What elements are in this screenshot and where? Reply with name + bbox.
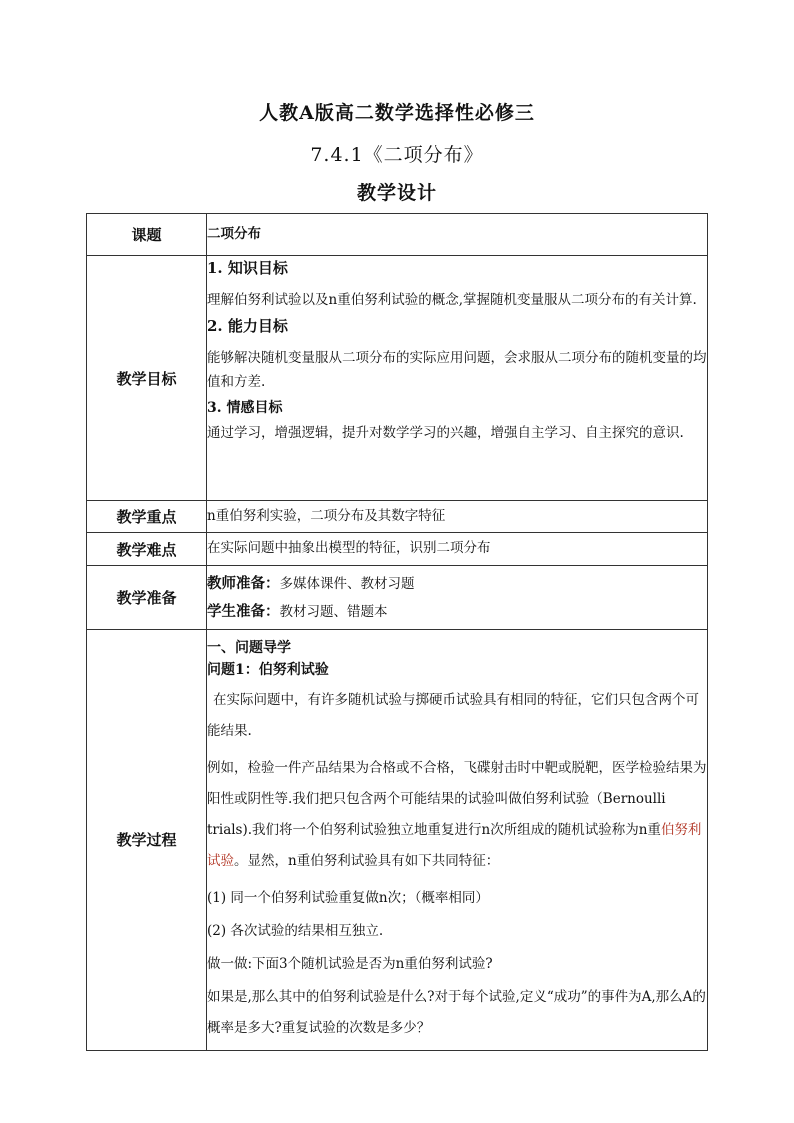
goal-heading-knowledge: 1. 知识目标 (207, 259, 288, 277)
process-paragraph-1: 在实际问题中，有许多随机试验与掷硬币试验具有相同的特征，它们只包含两个可能结果. (207, 691, 699, 739)
process-item-1: (1) 同一个伯努利试验重复做n次；（概率相同） (207, 889, 489, 906)
goal-text-emotion: 通过学习，增强逻辑，提升对数学学习的兴趣，增强自主学习、自主探究的意识. (207, 424, 684, 441)
prep-teacher-value: 多媒体课件、教材习题 (279, 575, 415, 592)
label-difficulty: 教学难点 (87, 533, 207, 566)
value-process (207, 630, 708, 1051)
label-topic: 课题 (87, 214, 207, 256)
row-topic (87, 214, 708, 256)
prep-teacher (207, 570, 707, 598)
row-process (87, 630, 708, 1051)
row-difficulty (87, 533, 708, 566)
process-section-heading: 一、问题导学 (207, 640, 291, 656)
value-key: n重伯努利实验，二项分布及其数字特征 (207, 501, 708, 533)
process-paragraph-3: 做一做:下面3个随机试验是否为n重伯努利试验? (207, 955, 493, 972)
value-difficulty: 在实际问题中抽象出模型的特征，识别二项分布 (207, 533, 708, 566)
process-item-2: (2) 各次试验的结果相互独立. (207, 922, 384, 939)
goal-heading-ability: 2. 能力目标 (207, 316, 288, 335)
label-key: 教学重点 (87, 501, 207, 533)
label-process: 教学过程 (87, 630, 207, 1051)
row-prep (87, 566, 708, 630)
document-subtitle: 教学设计 (356, 182, 437, 204)
value-prep (207, 566, 708, 630)
row-key (87, 501, 708, 533)
process-question-heading: 问题1：伯努利试验 (207, 662, 329, 679)
document-title: 人教A版高二数学选择性必修三 (259, 102, 535, 124)
process-paragraph-2-tail: 。显然，n重伯努利试验具有如下共同特征： (234, 852, 500, 869)
prep-student-value: 教材习题、错题本 (279, 603, 388, 620)
label-prep: 教学准备 (87, 566, 207, 630)
lesson-title: 7.4.1《二项分布》 (310, 144, 484, 166)
prep-teacher-label: 教师准备： (207, 574, 280, 592)
goal-text-knowledge: 理解伯努利试验以及n重伯努利试验的概念,掌握随机变量服从二项分布的有关计算. (207, 291, 697, 308)
lesson-plan-table (86, 213, 708, 1051)
goal-text-ability: 能够解决随机变量服从二项分布的实际应用问题，会求服从二项分布的随机变量的均值和方差. (207, 349, 707, 390)
topic-text: 二项分布 (207, 225, 261, 242)
process-paragraph-4: 如果是,那么其中的伯努利试验是什么?对于每个试验,定义“成功”的事件为A,那么A的概率是多大?重复试验的次数是多少？ (207, 988, 706, 1036)
prep-student-label: 学生准备： (207, 602, 280, 620)
value-goals (207, 256, 708, 501)
row-goals (87, 256, 708, 501)
value-topic (207, 214, 708, 256)
label-goals: 教学目标 (87, 256, 207, 501)
prep-student (207, 598, 707, 626)
process-paragraph-2 (207, 753, 707, 877)
process-paragraph-2-highlight: 伯努利试验 (207, 821, 702, 869)
process-paragraph-2-text: 例如，检验一件产品结果为合格或不合格，飞碟射击时中靶或脱靶，医学检验结果为阳性或阴性等.我们把只包含两个可能结果的试验叫做伯努利试验（Bernoulli trials).我们将一个伯努利试验独立地重复进行n次所组成的随机试验称为n重 (207, 759, 707, 838)
goal-heading-emotion: 3. 情感目标 (207, 399, 283, 416)
